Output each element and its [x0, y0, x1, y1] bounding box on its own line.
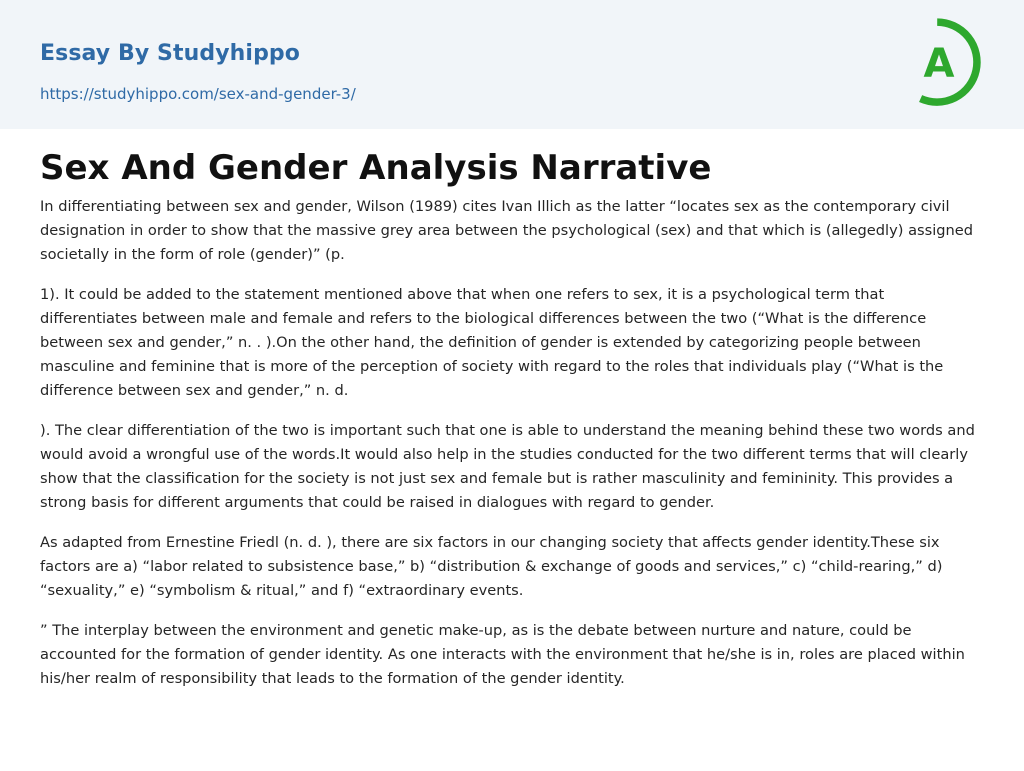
- logo-letter: A: [923, 41, 955, 87]
- studyhippo-logo-icon[interactable]: [896, 18, 988, 108]
- article-paragraph: ” The interplay between the environment and genetic make-up, as is the debate between nurture and nature, could be accounted for the formation of gender identity. As one interacts with the environment that he/she is in, roles are placed within his/her realm of responsibility that leads to the formation of the gender identity.: [40, 622, 965, 687]
- site-header: [0, 0, 1024, 129]
- article-paragraph: ). The clear differentiation of the two is important such that one is able to understand the meaning behind these two words and would avoid a wrongful use of the words.It would also help in the studies conducted for the two different terms that will clearly show that the classification for the society is not just sex and female but is rather masculinity and femininity. This provides a strong basis for different arguments that could be raised in dialogues with regard to gender.: [40, 422, 975, 511]
- article-paragraph: As adapted from Ernestine Friedl (n. d. ), there are six factors in our changing society that affects gender identity.These six factors are a) “labor related to subsistence base,” b) “distribution & exchange of goods and services,” c) “child-rearing,” d) “sexuality,” e) “symbolism & ritual,” and f) “extraordinary events.: [40, 534, 943, 599]
- essay-url-link[interactable]: https://studyhippo.com/sex-and-gender-3/: [40, 85, 356, 103]
- article-paragraph: 1). It could be added to the statement mentioned above that when one refers to sex, it is a psychological term that differentiates between male and female and refers to the biological differences between the two (“What is the difference between sex and gender,” n. . ).On the other hand, the definition of gender is extended by categorizing people between masculine and feminine that is more of the perception of society with regard to the roles that individuals play (“What is the difference between sex and gender,” n. d.: [40, 286, 944, 399]
- article: [0, 129, 1024, 691]
- site-title[interactable]: Essay By Studyhippo: [40, 41, 300, 66]
- page-title: Sex And Gender Analysis Narrative: [40, 148, 712, 188]
- article-paragraph: In differentiating between sex and gender, Wilson (1989) cites Ivan Illich as the latter “locates sex as the contemporary civil designation in order to show that the massive grey area between the psychological (sex) and that which is (allegedly) assigned societally in the form of role (gender)” (p.: [40, 198, 974, 263]
